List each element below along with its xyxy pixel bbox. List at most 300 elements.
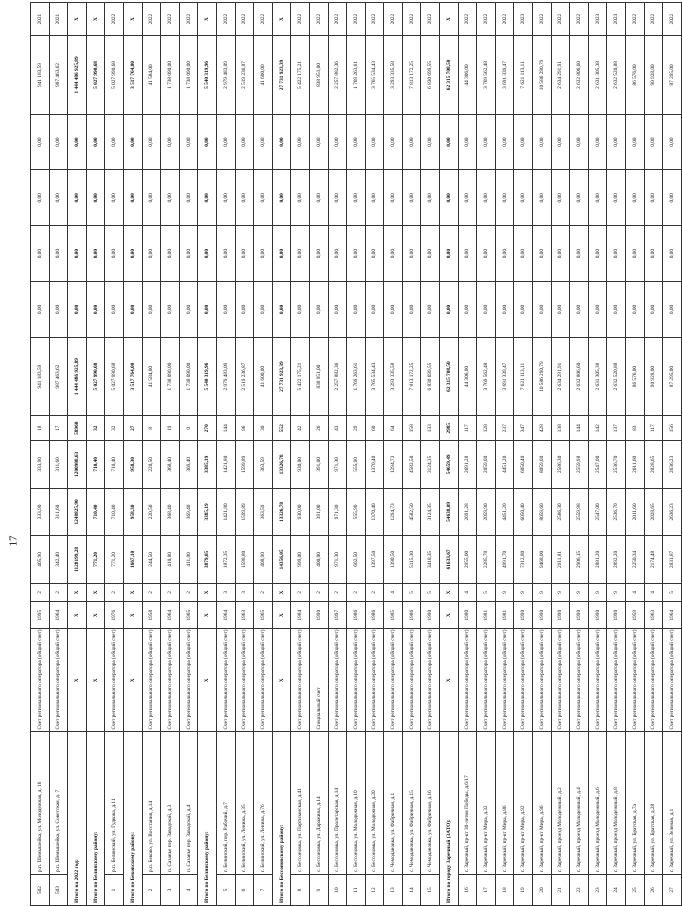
- table-cell: 2831,87: [663, 536, 682, 584]
- table-cell: X: [272, 583, 291, 602]
- table-cell: 0,00: [588, 226, 607, 282]
- table-cell: 0,00: [607, 114, 626, 170]
- table-cell: 0,00: [179, 114, 198, 170]
- table-cell: 2059,60: [477, 441, 496, 489]
- table-cell: 18: [31, 416, 50, 441]
- table-cell: 0,00: [31, 282, 50, 338]
- table-cell: 6: [235, 875, 254, 906]
- table-cell: 0,00: [291, 282, 310, 338]
- table-cell: Счет регионального оператора (общий счет): [533, 629, 552, 732]
- table-cell: Специальный счет: [309, 629, 328, 732]
- table-cell: 0,00: [588, 114, 607, 170]
- table-cell: 342,40: [49, 536, 68, 584]
- table-cell: X: [123, 602, 142, 629]
- table-cell: 311,60: [49, 488, 68, 536]
- table-cell: 1990: [570, 602, 589, 629]
- table-cell: 1 738 090,00: [161, 337, 180, 416]
- table-cell: 30: [254, 416, 273, 441]
- table-cell: 18: [495, 875, 514, 906]
- table-cell: 4: [644, 583, 663, 602]
- table-cell: 0,00: [68, 114, 87, 170]
- table-cell: 64: [384, 416, 403, 441]
- table-cell: 771,20: [86, 536, 105, 584]
- table-row: [365, 3, 384, 906]
- table-cell: 971,30: [328, 441, 347, 489]
- table-cell: 0,00: [347, 170, 366, 226]
- table-cell: 347: [514, 416, 533, 441]
- table-cell: 405,90: [31, 536, 50, 584]
- table-cell: X: [198, 583, 217, 602]
- table-cell: 6050,40: [514, 488, 533, 536]
- table-cell: г. Заречный, пр-кт Мира, д.86: [495, 732, 514, 875]
- table-cell: Счет регионального оператора (общий счет): [663, 629, 682, 732]
- table-cell: 1984: [291, 602, 310, 629]
- table-cell: 0,00: [607, 170, 626, 226]
- table-cell: Счет регионального оператора (общий счет): [365, 629, 384, 732]
- table-row: [105, 3, 124, 906]
- table-cell: 0,00: [663, 114, 682, 170]
- table-cell: 0,00: [347, 226, 366, 282]
- table-cell: 8059,60: [533, 488, 552, 536]
- table-cell: 0,00: [142, 114, 161, 170]
- table-cell: г. Заречный, пр-кт Мира, д.92: [514, 732, 533, 875]
- table-cell: 0,00: [533, 114, 552, 170]
- table-cell: 2022: [161, 3, 180, 36]
- table-cell: 54659,49: [440, 441, 459, 489]
- table-row: [588, 3, 607, 906]
- table-cell: р.п. Шемышейка, ул. Молодежная, д. 16: [31, 732, 50, 875]
- table-cell: 0,00: [626, 282, 645, 338]
- table-cell: 0,00: [142, 282, 161, 338]
- table-cell: 14: [402, 875, 421, 906]
- table-cell: 1599,89: [235, 441, 254, 489]
- page-number: 17: [7, 535, 20, 547]
- table-cell: 25: [626, 875, 645, 906]
- table-cell: 930,00: [291, 488, 310, 536]
- table-cell: X: [68, 3, 87, 36]
- table-cell: 0,00: [663, 282, 682, 338]
- table-cell: X: [68, 583, 87, 602]
- table-cell: 1421,80: [216, 488, 235, 536]
- table-cell: 1598,80: [235, 536, 254, 584]
- table-cell: 0,00: [402, 170, 421, 226]
- table-cell: 2 979 483,09: [216, 36, 235, 115]
- table-cell: 4: [626, 583, 645, 602]
- table-cell: 1: [105, 875, 124, 906]
- table-cell: 15: [421, 875, 440, 906]
- table-cell: 3124,35: [421, 488, 440, 536]
- table-cell: 9: [495, 583, 514, 602]
- table-cell: X: [440, 583, 459, 602]
- table-cell: 0,00: [421, 114, 440, 170]
- table-row: [142, 3, 161, 906]
- table-cell: 0,00: [235, 114, 254, 170]
- table-cell: 0,00: [216, 282, 235, 338]
- table-cell: г. Белинский, ул. Ленина, д.76: [254, 732, 273, 875]
- table-cell: 0,00: [105, 282, 124, 338]
- table-cell: 2586,30: [551, 441, 570, 489]
- table-cell: 2174,48: [644, 536, 663, 584]
- table-cell: 999,00: [291, 536, 310, 584]
- table-cell: 16: [458, 875, 477, 906]
- table-cell: 0,00: [365, 226, 384, 282]
- table-cell: X: [123, 583, 142, 602]
- table-cell: 391,00: [309, 441, 328, 489]
- table-cell: 0,00: [421, 226, 440, 282]
- table-cell: 14356,05: [272, 536, 291, 584]
- table-cell: 2586,30: [551, 488, 570, 536]
- table-row: [179, 3, 198, 906]
- table-cell: Счет регионального оператора (общий счет): [421, 629, 440, 732]
- table-cell: 13: [384, 875, 403, 906]
- table-cell: 1370,40: [365, 441, 384, 489]
- table-cell: 0,00: [309, 170, 328, 226]
- table-cell: 237: [495, 416, 514, 441]
- table-cell: X: [272, 602, 291, 629]
- table-cell: 4: [179, 875, 198, 906]
- table-cell: 1965: [254, 602, 273, 629]
- table-cell: 142: [588, 416, 607, 441]
- table-cell: 2022: [421, 3, 440, 36]
- table-cell: 1990: [533, 602, 552, 629]
- table-cell: Счет регионального оператора (общий счет): [514, 629, 533, 732]
- table-cell: 0,00: [142, 170, 161, 226]
- table-cell: 2022: [291, 3, 310, 36]
- table-cell: 54638,09: [440, 488, 459, 536]
- table-cell: 0,00: [161, 114, 180, 170]
- table-cell: Счет регионального оператора (общий счет): [142, 629, 161, 732]
- table-cell: 0,00: [272, 170, 291, 226]
- table-cell: 771,20: [105, 536, 124, 584]
- table-cell: 0,00: [533, 282, 552, 338]
- table-cell: 1963: [235, 602, 254, 629]
- table-cell: 0,00: [254, 226, 273, 282]
- table-cell: 411,80: [179, 536, 198, 584]
- table-cell: 0,00: [31, 170, 50, 226]
- table-cell: 0,00: [105, 170, 124, 226]
- table-cell: Счет регионального оператора (общий счет): [254, 629, 273, 732]
- table-cell: 0,00: [551, 170, 570, 226]
- table-row: [161, 3, 180, 906]
- table-cell: с. Чемодановка, ул. Фабричная, д.16: [421, 732, 440, 875]
- table-cell: 0,00: [365, 282, 384, 338]
- table-cell: 1964: [161, 602, 180, 629]
- table-cell: 2559,98: [570, 441, 589, 489]
- table-cell: 2022: [309, 3, 328, 36]
- table-cell: Счет регионального оператора (общий счет): [31, 629, 50, 732]
- table-cell: 32: [86, 416, 105, 441]
- table-cell: 971,30: [328, 488, 347, 536]
- table-cell: X: [68, 629, 87, 732]
- table-cell: 0,00: [458, 114, 477, 170]
- table-cell: 958,30: [123, 488, 142, 536]
- table-cell: г. Заречный, проезд Молодежный, д.6: [588, 732, 607, 875]
- table-cell: 0,00: [49, 114, 68, 170]
- table-cell: 5 540 319,96: [198, 337, 217, 416]
- table-cell: 1958: [142, 602, 161, 629]
- table-cell: 2: [365, 583, 384, 602]
- table-cell: 0,00: [49, 226, 68, 282]
- table-cell: 2: [142, 875, 161, 906]
- table-cell: 2022: [477, 3, 496, 36]
- table-cell: 2250,34: [626, 536, 645, 584]
- table-cell: 2881,20: [588, 536, 607, 584]
- table-cell: 0,00: [495, 170, 514, 226]
- table-cell: X: [86, 583, 105, 602]
- table-cell: 62 315 708,50: [440, 337, 459, 416]
- table-cell: 1986: [347, 602, 366, 629]
- table-cell: 0,00: [644, 226, 663, 282]
- table-cell: 0,00: [49, 170, 68, 226]
- table-cell: 0,00: [551, 282, 570, 338]
- table-cell: 1990: [588, 602, 607, 629]
- table-cell: г. Заречный, пр-кт Мира, д.32: [477, 732, 496, 875]
- table-cell: 1990: [551, 602, 570, 629]
- table-cell: 5 027 990,68: [105, 337, 124, 416]
- table-cell: 0,00: [123, 282, 142, 338]
- table-cell: 0,00: [421, 282, 440, 338]
- table-cell: X: [440, 3, 459, 36]
- table-cell: 21: [551, 875, 570, 906]
- table-cell: с. Бессоновка, ул. Молодежная, д.20: [365, 732, 384, 875]
- table-row: [533, 3, 552, 906]
- table-cell: 0,00: [477, 282, 496, 338]
- table-cell: 2022: [626, 3, 645, 36]
- table-cell: 44 306,00: [458, 36, 477, 115]
- table-cell: Счет регионального оператора (общий счет): [161, 629, 180, 732]
- table-cell: 1965: [179, 602, 198, 629]
- table-cell: 96: [235, 416, 254, 441]
- table-cell: 22: [570, 875, 589, 906]
- table-cell: 0,00: [458, 226, 477, 282]
- table-cell: 363,59: [254, 441, 273, 489]
- table-cell: 0,00: [402, 282, 421, 338]
- table-cell: 2: [254, 583, 273, 602]
- table-cell: г. Заречный, проезд Молодежный, д.2: [551, 732, 570, 875]
- table-cell: 0,00: [440, 114, 459, 170]
- table-cell: 0,00: [198, 282, 217, 338]
- table-cell: 2022: [105, 3, 124, 36]
- subtotal-row: [440, 3, 459, 906]
- table-cell: 2985: [440, 416, 459, 441]
- table-cell: 0,00: [514, 282, 533, 338]
- table-cell: 86 576,00: [626, 337, 645, 416]
- table-cell: 0,00: [272, 282, 291, 338]
- table-cell: 144: [216, 416, 235, 441]
- table-cell: 0,00: [86, 282, 105, 338]
- table-cell: 0,00: [458, 282, 477, 338]
- table-cell: 1963: [644, 602, 663, 629]
- table-cell: 2: [161, 583, 180, 602]
- table-cell: 602,50: [347, 536, 366, 584]
- table-cell: 7 621 113,11: [514, 337, 533, 416]
- table-cell: г. Заречный, проезд Молодежный, д.4: [570, 732, 589, 875]
- table-cell: 1964: [49, 602, 68, 629]
- table-cell: 0,00: [570, 282, 589, 338]
- table-cell: 1397,50: [365, 536, 384, 584]
- table-cell: 2892,20: [607, 536, 626, 584]
- table-row: [31, 3, 50, 906]
- table-cell: 3 517 764,00: [123, 36, 142, 115]
- table-cell: 2 632 520,88: [607, 36, 626, 115]
- table-cell: 9: [514, 583, 533, 602]
- table-cell: 2636,23: [663, 488, 682, 536]
- table-cell: 368,40: [161, 441, 180, 489]
- table-cell: X: [68, 602, 87, 629]
- table-cell: 552: [272, 416, 291, 441]
- table-cell: 0,00: [216, 114, 235, 170]
- table-cell: 158: [402, 416, 421, 441]
- table-row: [477, 3, 496, 906]
- table-cell: 958,30: [123, 441, 142, 489]
- table-cell: 1 769 263,61: [347, 36, 366, 115]
- table-cell: 0,00: [235, 170, 254, 226]
- table-cell: 6050,40: [514, 441, 533, 489]
- table-cell: 2022: [663, 3, 682, 36]
- table-cell: 5: [216, 875, 235, 906]
- table-cell: 6 830 699,55: [421, 337, 440, 416]
- table-cell: 0,00: [291, 226, 310, 282]
- table-cell: 0,00: [198, 226, 217, 282]
- table-cell: Счет регионального оператора (общий счет): [626, 629, 645, 732]
- table-cell: 0,00: [626, 114, 645, 170]
- table-cell: 8: [291, 875, 310, 906]
- table-cell: 9: [588, 583, 607, 602]
- table-cell: 2022: [365, 3, 384, 36]
- table-cell: 137: [607, 416, 626, 441]
- table-cell: 1995: [31, 602, 50, 629]
- table-cell: 42: [291, 416, 310, 441]
- table-cell: 4991,70: [495, 536, 514, 584]
- table-cell: 1 738 090,00: [161, 36, 180, 115]
- table-cell: 27: [123, 416, 142, 441]
- table-cell: 0,00: [161, 282, 180, 338]
- table-cell: 1981: [477, 602, 496, 629]
- table-cell: 27 731 923,39: [272, 36, 291, 115]
- table-cell: 1990: [607, 602, 626, 629]
- table-cell: 0,00: [588, 282, 607, 338]
- table-cell: 0,00: [328, 282, 347, 338]
- table-cell: 2022: [254, 3, 273, 36]
- table-cell: 86 576,00: [626, 36, 645, 115]
- table-cell: 41 600,00: [254, 36, 273, 115]
- table-cell: 8: [142, 416, 161, 441]
- subtotal-row: [123, 3, 142, 906]
- table-cell: 428: [533, 416, 552, 441]
- table-cell: 0,00: [384, 226, 403, 282]
- table-cell: 0,00: [86, 170, 105, 226]
- table-cell: 0,00: [254, 114, 273, 170]
- table-cell: 19: [514, 875, 533, 906]
- table-cell: 1370,40: [365, 488, 384, 536]
- table-cell: 244,50: [142, 536, 161, 584]
- table-cell: г. Заречный, пр-кт Мира, д.96: [533, 732, 552, 875]
- table-cell: 2022: [328, 3, 347, 36]
- table-cell: 2636,23: [663, 441, 682, 489]
- table-cell: 1248825,90: [68, 488, 87, 536]
- table-cell: 7 813 172,25: [402, 337, 421, 416]
- table-cell: 363,59: [254, 488, 273, 536]
- table-cell: с. Бессоновка, ул. Партизанская, д.41: [291, 732, 310, 875]
- table-cell: 2: [291, 583, 310, 602]
- table-cell: 2955,00: [458, 536, 477, 584]
- table-cell: г. Заречный, ул. Братская, д.7а: [626, 732, 645, 875]
- table-cell: 0,00: [31, 226, 50, 282]
- table-cell: с. Бессоновка, ул. Молодежная, д.10: [347, 732, 366, 875]
- table-cell: 2: [328, 583, 347, 602]
- table-cell: 0,00: [161, 170, 180, 226]
- subtotal-row: [272, 3, 291, 906]
- table-cell: 391,00: [309, 488, 328, 536]
- table-cell: 0,00: [626, 170, 645, 226]
- table-cell: X: [440, 629, 459, 732]
- table-cell: 0,00: [644, 170, 663, 226]
- table-cell: 0,00: [254, 282, 273, 338]
- table-cell: 0,00: [495, 282, 514, 338]
- table-cell: Счет регионального оператора (общий счет): [216, 629, 235, 732]
- table-cell: 503: [49, 875, 68, 906]
- table-cell: 5115,30: [402, 536, 421, 584]
- table-cell: 333,90: [31, 488, 50, 536]
- table-row: [49, 3, 68, 906]
- table-cell: 0,00: [644, 282, 663, 338]
- table-cell: 4451,20: [495, 441, 514, 489]
- table-cell: 311,60: [49, 441, 68, 489]
- table-cell: 0,00: [105, 226, 124, 282]
- table-cell: 0,00: [123, 170, 142, 226]
- table-cell: 87 295,00: [663, 337, 682, 416]
- table-cell: 502: [31, 875, 50, 906]
- table-cell: п. Сазанье пер. Заводской, д.4: [179, 732, 198, 875]
- table-cell: 0,00: [384, 282, 403, 338]
- capital-repair-table: [30, 2, 682, 906]
- table-cell: 3 293 335,58: [384, 337, 403, 416]
- table-cell: Счет регионального оператора (общий счет): [105, 629, 124, 732]
- table-cell: X: [198, 602, 217, 629]
- table-cell: 0,00: [588, 170, 607, 226]
- table-cell: 941 183,59: [31, 36, 50, 115]
- table-body: [31, 3, 682, 906]
- table-row: [663, 3, 682, 906]
- table-cell: 5 027 990,68: [86, 337, 105, 416]
- table-cell: 83: [626, 416, 645, 441]
- table-cell: 4582,50: [402, 488, 421, 536]
- table-cell: 987 463,62: [49, 337, 68, 416]
- table-cell: 9: [570, 583, 589, 602]
- subtotal-label: Итого по Белинскому району:: [198, 732, 217, 906]
- table-row: [235, 3, 254, 906]
- table-row: [495, 3, 514, 906]
- table-cell: 7312,80: [514, 536, 533, 584]
- table-cell: 3124,35: [421, 441, 440, 489]
- table-cell: 2: [309, 583, 328, 602]
- table-cell: 0,00: [477, 170, 496, 226]
- table-cell: 9: [533, 583, 552, 602]
- table-cell: 5 540 319,96: [198, 36, 217, 115]
- table-cell: 0,00: [551, 114, 570, 170]
- table-cell: 1990: [514, 602, 533, 629]
- table-cell: 3 293 335,58: [384, 36, 403, 115]
- table-cell: 1 444 486 925,89: [68, 337, 87, 416]
- table-cell: 2: [105, 583, 124, 602]
- table-cell: 555,90: [347, 441, 366, 489]
- table-cell: 5: [402, 583, 421, 602]
- table-cell: 1 444 486 925,89: [68, 36, 87, 115]
- table-cell: 2536,70: [607, 488, 626, 536]
- table-cell: 117: [644, 416, 663, 441]
- table-cell: Счет регионального оператора (общий счет): [347, 629, 366, 732]
- table-cell: Счет регионального оператора (общий счет): [179, 629, 198, 732]
